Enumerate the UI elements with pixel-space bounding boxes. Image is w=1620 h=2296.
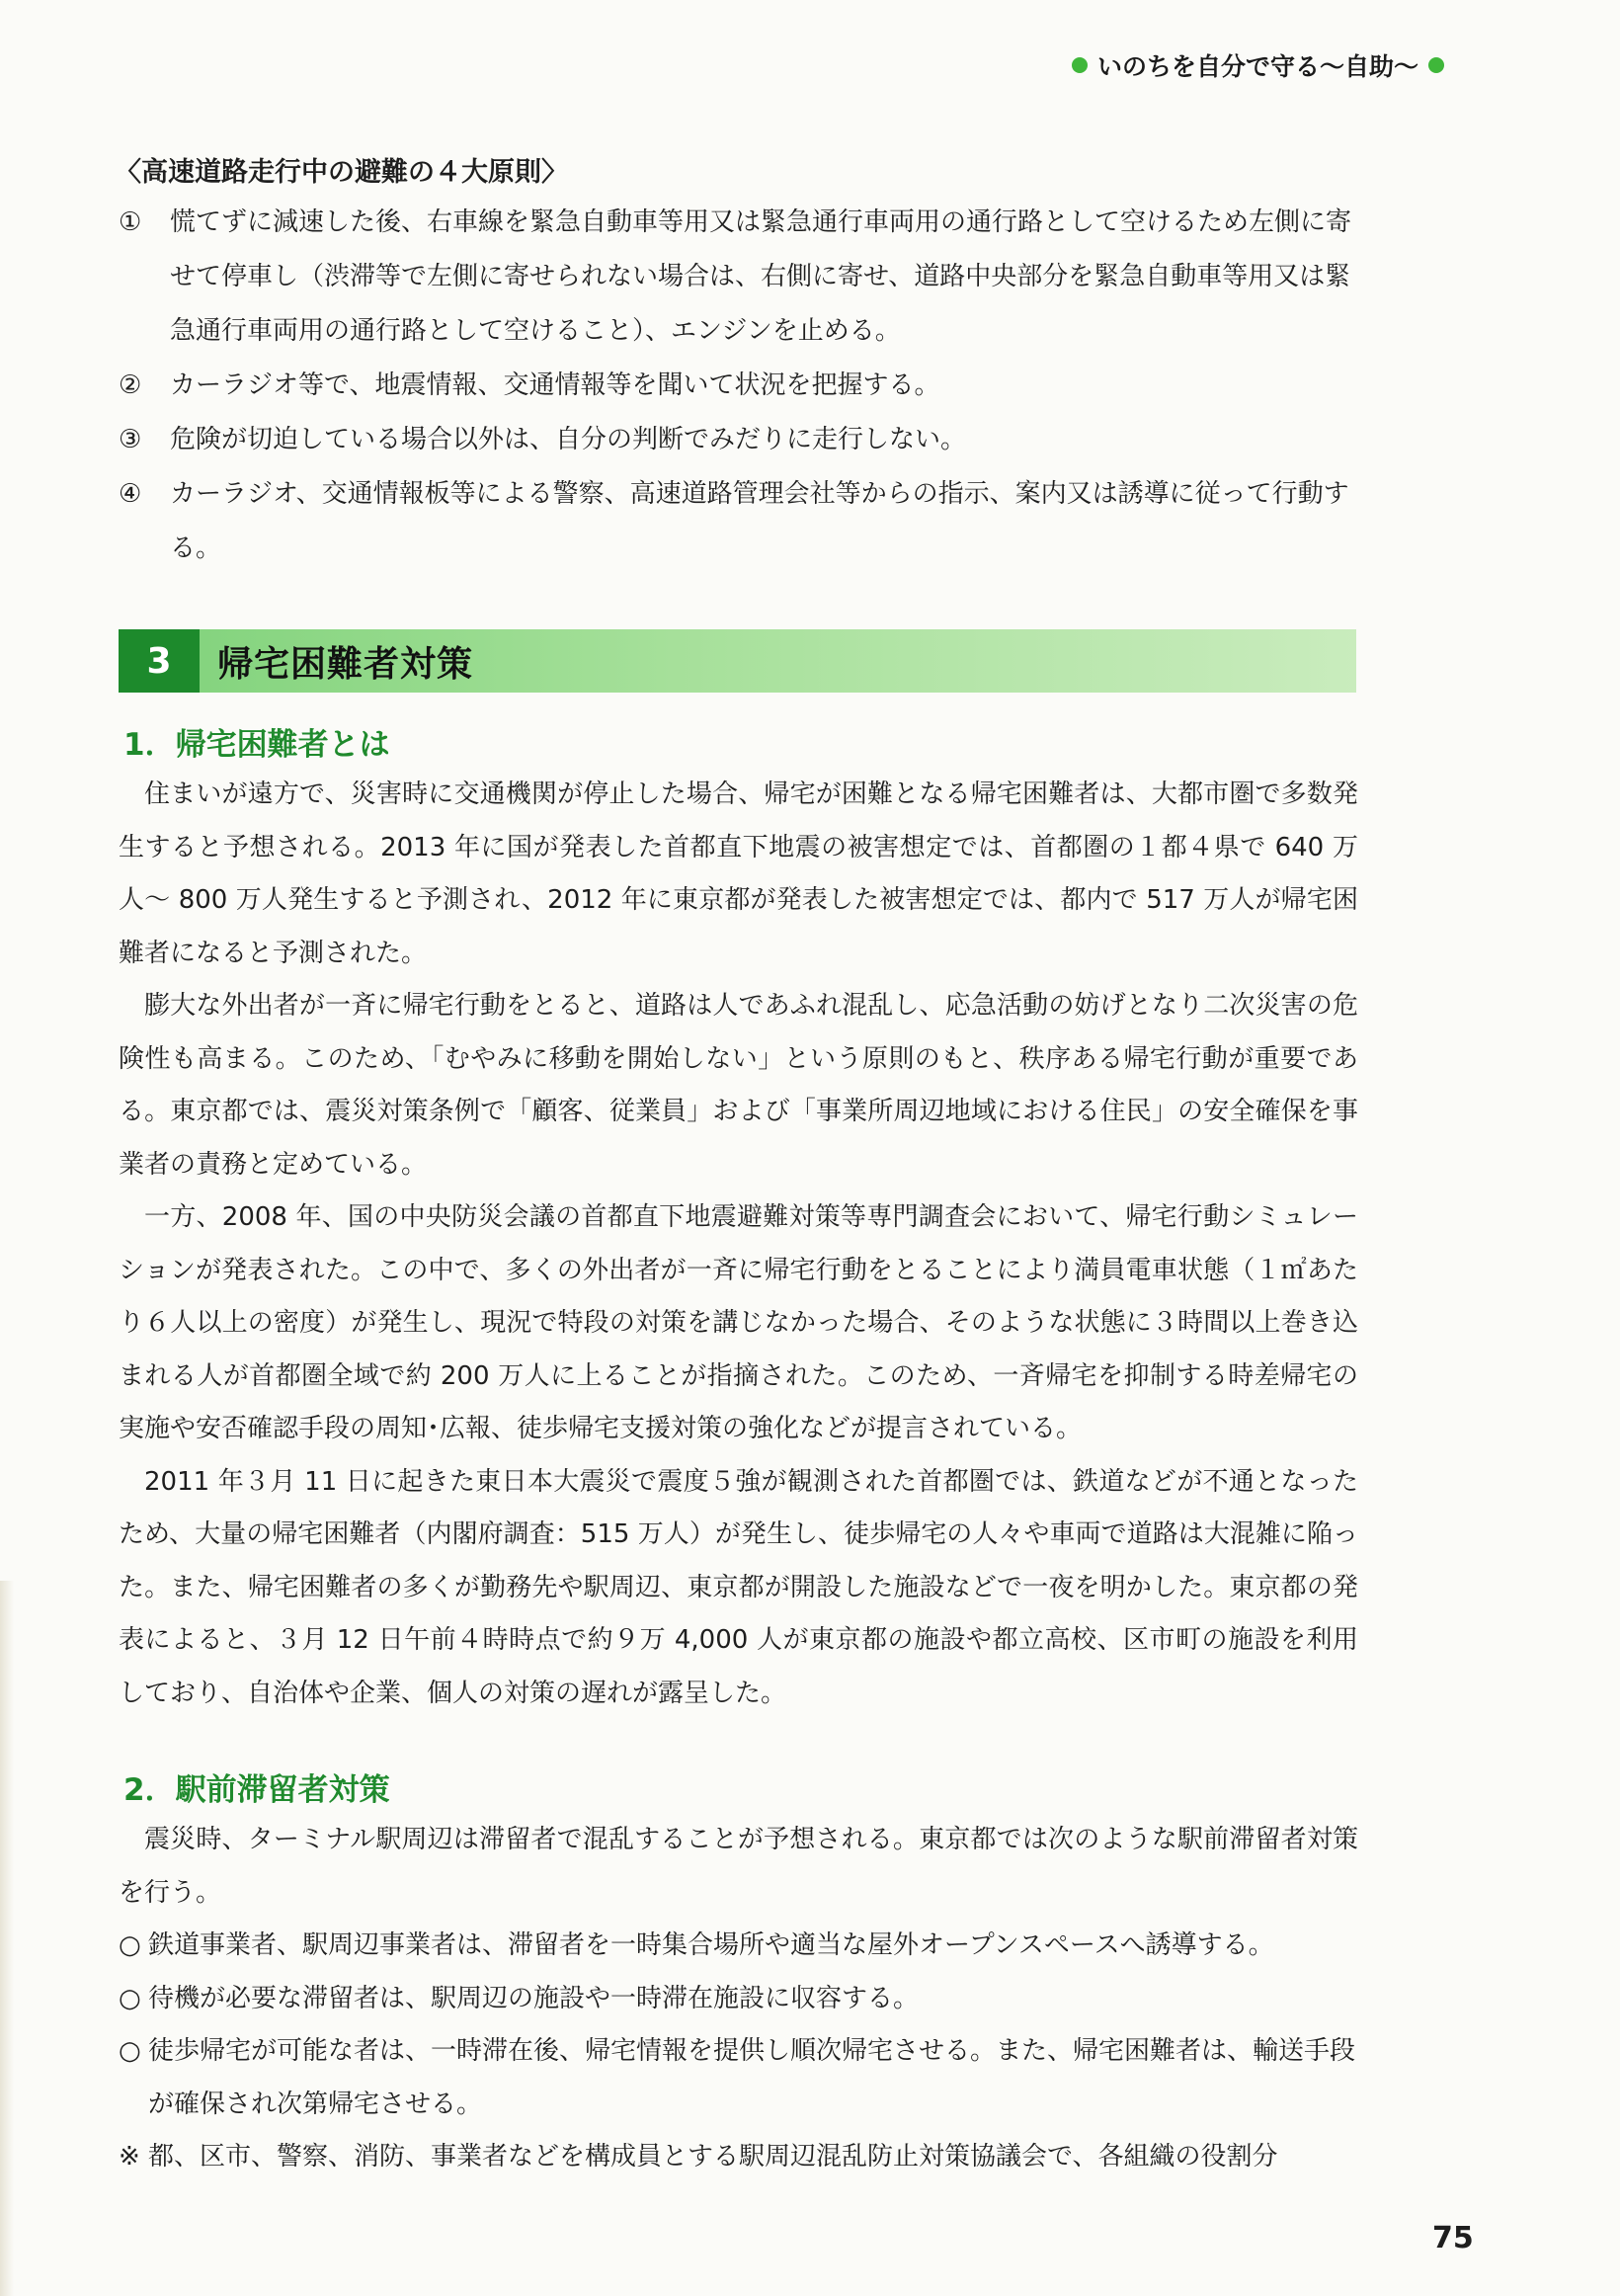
- list-marker: ※: [119, 2142, 140, 2172]
- list-marker: ①: [119, 207, 142, 237]
- bullet-dot-icon: [1428, 57, 1444, 73]
- list-item: [119, 2131, 1358, 2184]
- list-item: [119, 2025, 1358, 2131]
- paragraph: 震災時、ターミナル駅周辺は滞留者で混乱することが予想される。東京都では次のような駅前滞留者対策を行う。: [119, 1825, 1358, 1908]
- paragraph: 一方、2008 年、国の中央防災会議の首都直下地震避難対策等専門調査会において、帰宅行動シミュレーションが発表された。この中で、多くの外出者が一斉に帰宅行動をとることにより満員電車状態（１㎡あたり６人以上の密度）が発生し、現況で特段の対策を講じなかった場合、そのような状態に３時間以上巻き込まれる人が首都圏全域で約 200 万人に上ることが指摘された。このため、一斉帰宅を抑制する時差帰宅の実施や安否確認手段の周知･広報、徒歩帰宅支援対策の強化などが提言されている。: [119, 1202, 1358, 1443]
- list-marker: ○: [119, 1930, 141, 1960]
- section-number: 3: [119, 629, 200, 693]
- list-text: 鉄道事業者、駅周辺事業者は、滞留者を一時集合場所や適当な屋外オープンスペースへ誘導する。: [148, 1930, 1274, 1960]
- list-marker: ○: [119, 2036, 141, 2066]
- bullet-dot-icon: [1072, 57, 1088, 73]
- list-text: カーラジオ等で、地震情報、交通情報等を聞いて状況を把握する。: [170, 370, 940, 400]
- list-text: 待機が必要な滞留者は、駅周辺の施設や一時滞在施設に収容する。: [148, 1983, 920, 2013]
- highway-rules-heading: 〈高速道路走行中の避難の４大原則〉: [115, 157, 568, 188]
- list-text: 徒歩帰宅が可能な者は、一時滞在後、帰宅情報を提供し順次帰宅させる。また、帰宅困難者は、輸送手段が確保され次第帰宅させる。: [148, 2036, 1356, 2119]
- list-marker: ○: [119, 1983, 141, 2013]
- section-header-bar: [119, 629, 1356, 693]
- paragraph: 膨大な外出者が一斉に帰宅行動をとると、道路は人であふれ混乱し、応急活動の妨げとなり二次災害の危険性も高まる。このため、「むやみに移動を開始しない」という原則のもと、秩序ある帰宅行動が重要である。東京都では、震災対策条例で「顧客、従業員」および「事業所周辺地域における住民」の安全確保を事業者の責務と定めている。: [119, 991, 1358, 1180]
- list-marker: ②: [119, 370, 142, 400]
- subsection-body: [119, 769, 1358, 1720]
- highway-rules-list: [119, 196, 1358, 576]
- list-item: [119, 1973, 1358, 2026]
- list-item: [119, 413, 1358, 467]
- page-number: 75: [1432, 2221, 1474, 2255]
- paragraph: 住まいが遠方で、災害時に交通機関が停止した場合、帰宅が困難となる帰宅困難者は、大都市圏で多数発生すると予想される。2013 年に国が発表した首都直下地震の被害想定では、首都圏の１都４県で 640 万人〜 800 万人発生すると予測され、2012 年に東京都が発表した被害想定では、都内で 517 万人が帰宅困難者になると予測された。: [119, 779, 1358, 968]
- running-header-title: いのちを自分で守る〜自助〜: [1097, 52, 1419, 81]
- list-marker: ④: [119, 479, 142, 509]
- section-title: 帰宅困難者対策: [217, 643, 474, 685]
- running-header: [1072, 47, 1477, 83]
- subsection-heading: 1．帰宅困難者とは: [123, 727, 390, 763]
- list-text: 慌てずに減速した後、右車線を緊急自動車等用又は緊急通行車両用の通行路として空けるため左側に寄せて停車し（渋滞等で左側に寄せられない場合は、右側に寄せ、道路中央部分を緊急自動車等用又は緊急通行車両用の通行路として空けること）、エンジンを止める。: [170, 207, 1352, 346]
- list-text: 危険が切迫している場合以外は、自分の判断でみだりに走行しない。: [170, 425, 967, 454]
- paragraph: 2011 年３月 11 日に起きた東日本大震災で震度５強が観測された首都圏では、鉄道などが不通となったため、大量の帰宅困難者（内閣府調査：515 万人）が発生し、徒歩帰宅の人々や車両で道路は大混雑に陥った。また、帰宅困難者の多くが勤務先や駅周辺、東京都が開設した施設などで一夜を明かした。東京都の発表によると、３月 12 日午前４時時点で約９万 4,000 人が東京都の施設や都立高校、区市町の施設を利用しており、自治体や企業、個人の対策の遅れが露呈した。: [119, 1466, 1358, 1708]
- list-marker: ③: [119, 425, 142, 454]
- scan-edge-shadow: [0, 1581, 14, 2296]
- list-item: [119, 467, 1358, 576]
- list-item: [119, 196, 1358, 359]
- subsection-body: [119, 1814, 1358, 2184]
- subsection-heading: 2．駅前滞留者対策: [123, 1772, 390, 1808]
- list-item: [119, 1920, 1358, 1973]
- list-text: カーラジオ、交通情報板等による警察、高速道路管理会社等からの指示、案内又は誘導に従って行動する。: [170, 479, 1349, 563]
- list-text: 都、区市、警察、消防、事業者などを構成員とする駅周辺混乱防止対策協議会で、各組織の役割分: [148, 2142, 1278, 2172]
- list-item: [119, 359, 1358, 413]
